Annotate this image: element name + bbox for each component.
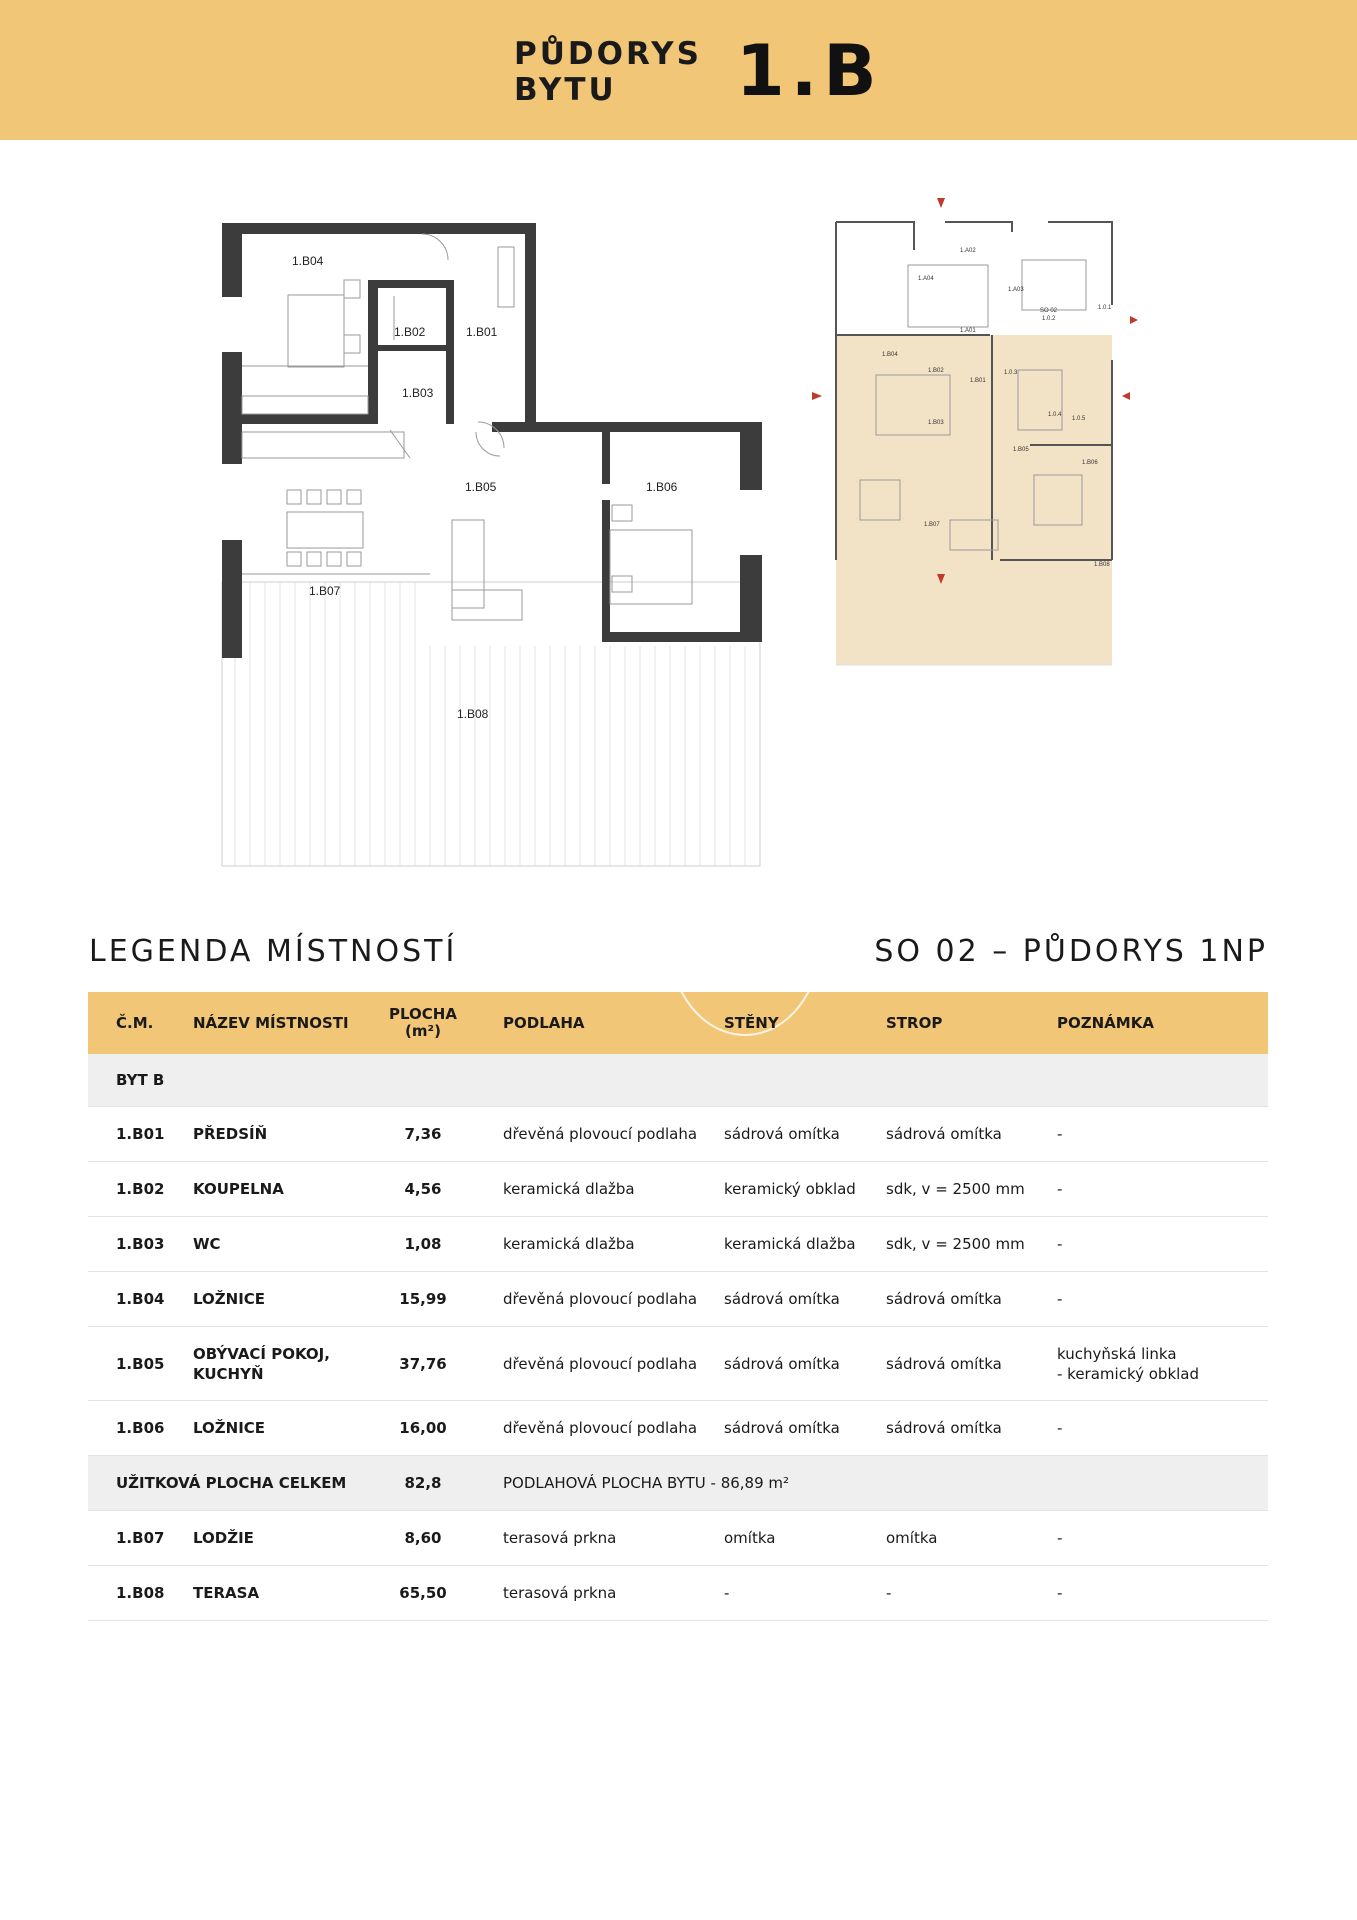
table-row — [88, 1511, 1268, 1566]
cell-name: PŘEDSÍŇ — [193, 1125, 268, 1143]
cell-note-line2: - keramický obklad — [1057, 1364, 1200, 1383]
cell-floor: terasová prkna — [503, 1584, 617, 1602]
room-legend-table — [88, 992, 1268, 1621]
total-area: 82,8 — [404, 1474, 442, 1492]
room-label-b03: 1.B03 — [402, 386, 434, 400]
key-plan-highlight — [836, 335, 1112, 665]
total-row — [88, 1456, 1268, 1511]
cell-note — [1057, 1327, 1199, 1400]
room-label-b07: 1.B07 — [309, 584, 341, 598]
table-row — [88, 1401, 1268, 1456]
header-note: POZNÁMKA — [1057, 1014, 1154, 1032]
room-label-b04: 1.B04 — [292, 254, 324, 268]
cell-name: LODŽIE — [193, 1529, 254, 1547]
key-plan-drawing — [0, 0, 1357, 880]
table-header — [88, 992, 1268, 1054]
cell-cm: 1.B03 — [116, 1235, 165, 1253]
cell-name-line1: OBÝVACÍ POKOJ, — [193, 1344, 330, 1363]
key-plan-label-a02: 1.A02 — [960, 248, 976, 254]
table-row — [88, 1217, 1268, 1272]
unit-number: 1.B — [736, 30, 883, 112]
room-label-b06: 1.B06 — [646, 480, 678, 494]
cell-area: 65,50 — [399, 1584, 447, 1602]
cell-ceiling: sádrová omítka — [886, 1419, 1002, 1437]
cell-name: LOŽNICE — [193, 1290, 266, 1308]
cell-cm: 1.B01 — [116, 1125, 165, 1143]
cell-note: - — [1057, 1584, 1063, 1602]
cell-name: KOUPELNA — [193, 1180, 284, 1198]
cell-walls: omítka — [724, 1529, 776, 1547]
table-row — [88, 1566, 1268, 1621]
cell-walls: keramický obklad — [724, 1180, 856, 1198]
header-subtitle-line2: BYTU — [514, 72, 617, 108]
key-plan-label-104: 1.0.4 — [1048, 412, 1062, 418]
total-label: UŽITKOVÁ PLOCHA CELKEM — [116, 1474, 347, 1492]
cell-walls: sádrová omítka — [724, 1354, 840, 1373]
cell-walls: sádrová omítka — [724, 1125, 840, 1143]
key-plan-label-105: 1.0.5 — [1072, 416, 1086, 422]
cell-ceiling: - — [886, 1584, 892, 1602]
key-plan-label-so02: SO 02 — [1040, 308, 1058, 314]
cell-walls: sádrová omítka — [724, 1290, 840, 1308]
cell-note: - — [1057, 1290, 1063, 1308]
cell-name — [193, 1327, 330, 1400]
cell-cm: 1.B02 — [116, 1180, 165, 1198]
key-plan-label-103: 1.0.3 — [1004, 370, 1018, 376]
room-label-b05: 1.B05 — [465, 480, 497, 494]
cell-walls: - — [724, 1584, 730, 1602]
key-plan-label-a03: 1.A03 — [1008, 287, 1024, 293]
room-label-b08: 1.B08 — [457, 707, 489, 721]
cell-area: 1,08 — [404, 1235, 442, 1253]
key-plan-label-b07: 1.B07 — [924, 522, 940, 528]
cell-floor: terasová prkna — [503, 1529, 617, 1547]
cell-floor: keramická dlažba — [503, 1235, 635, 1253]
cell-area: 8,60 — [404, 1529, 442, 1547]
key-plan-label-b06: 1.B06 — [1082, 460, 1098, 466]
header-area — [378, 992, 468, 1054]
key-plan-label-a04: 1.A04 — [918, 276, 934, 282]
cell-area: 4,56 — [404, 1180, 442, 1198]
cell-name: TERASA — [193, 1584, 260, 1602]
header-floor: PODLAHA — [503, 1014, 585, 1032]
cell-ceiling: sdk, v = 2500 mm — [886, 1180, 1025, 1198]
table-row — [88, 1272, 1268, 1327]
header-cm: Č.M. — [116, 1014, 154, 1032]
cell-ceiling: sádrová omítka — [886, 1125, 1002, 1143]
cell-cm: 1.B08 — [116, 1584, 165, 1602]
key-plan-label-b03: 1.B03 — [928, 420, 944, 426]
total-floor-area: PODLAHOVÁ PLOCHA BYTU - 86,89 m² — [503, 1474, 790, 1492]
cell-area: 16,00 — [399, 1419, 447, 1437]
cell-floor: dřevěná plovoucí podlaha — [503, 1290, 698, 1308]
table-row — [88, 1327, 1268, 1401]
group-label: BYT B — [116, 1071, 165, 1089]
cell-note: - — [1057, 1419, 1063, 1437]
cell-note: - — [1057, 1125, 1063, 1143]
cell-floor: keramická dlažba — [503, 1180, 635, 1198]
cell-walls: keramická dlažba — [724, 1235, 856, 1253]
header-subtitle-line1: PŮDORYS — [514, 36, 702, 72]
legend-title: LEGENDA MÍSTNOSTÍ — [89, 934, 458, 969]
cell-note: - — [1057, 1235, 1063, 1253]
floor-title: SO 02 – PŮDORYS 1NP — [874, 934, 1268, 969]
table-row — [88, 1162, 1268, 1217]
key-plan-label-b08: 1.B08 — [1094, 562, 1110, 568]
cell-area: 37,76 — [399, 1354, 447, 1373]
cell-ceiling: sdk, v = 2500 mm — [886, 1235, 1025, 1253]
key-plan-label-a01: 1.A01 — [960, 328, 976, 334]
cell-note: - — [1057, 1180, 1063, 1198]
header-ceiling: STROP — [886, 1014, 943, 1032]
cell-name: WC — [193, 1235, 221, 1253]
cell-note-line1: kuchyňská linka — [1057, 1344, 1177, 1363]
key-plan-label-b05: 1.B05 — [1013, 447, 1029, 453]
key-plan-label-b01: 1.B01 — [970, 378, 986, 384]
header-area-unit: (m²) — [405, 1022, 441, 1040]
cell-walls: sádrová omítka — [724, 1419, 840, 1437]
header-name: NÁZEV MÍSTNOSTI — [193, 1014, 349, 1032]
cell-floor: dřevěná plovoucí podlaha — [503, 1419, 698, 1437]
key-plan-label-b02: 1.B02 — [928, 368, 944, 374]
key-plan-label-102: 1.0.2 — [1042, 316, 1056, 322]
cell-ceiling: omítka — [886, 1529, 938, 1547]
table-row — [88, 1107, 1268, 1162]
cell-cm: 1.B06 — [116, 1419, 165, 1437]
cell-area: 15,99 — [399, 1290, 447, 1308]
key-plan-label-101: 1.0.1 — [1098, 305, 1112, 311]
cell-cm: 1.B05 — [116, 1354, 165, 1373]
cell-floor: dřevěná plovoucí podlaha — [503, 1125, 698, 1143]
group-row — [88, 1054, 1268, 1107]
room-label-b01: 1.B01 — [466, 325, 498, 339]
cell-cm: 1.B04 — [116, 1290, 165, 1308]
cell-cm: 1.B07 — [116, 1529, 165, 1547]
header-area-label: PLOCHA — [389, 1005, 457, 1023]
cell-area: 7,36 — [404, 1125, 442, 1143]
cell-ceiling: sádrová omítka — [886, 1354, 1002, 1373]
room-label-b02: 1.B02 — [394, 325, 426, 339]
cell-name: LOŽNICE — [193, 1419, 266, 1437]
cell-floor: dřevěná plovoucí podlaha — [503, 1354, 698, 1373]
cell-name-line2: KUCHYŇ — [193, 1364, 264, 1383]
header-walls: STĚNY — [724, 1014, 779, 1032]
cell-ceiling: sádrová omítka — [886, 1290, 1002, 1308]
key-plan-label-b04: 1.B04 — [882, 352, 898, 358]
cell-note: - — [1057, 1529, 1063, 1547]
